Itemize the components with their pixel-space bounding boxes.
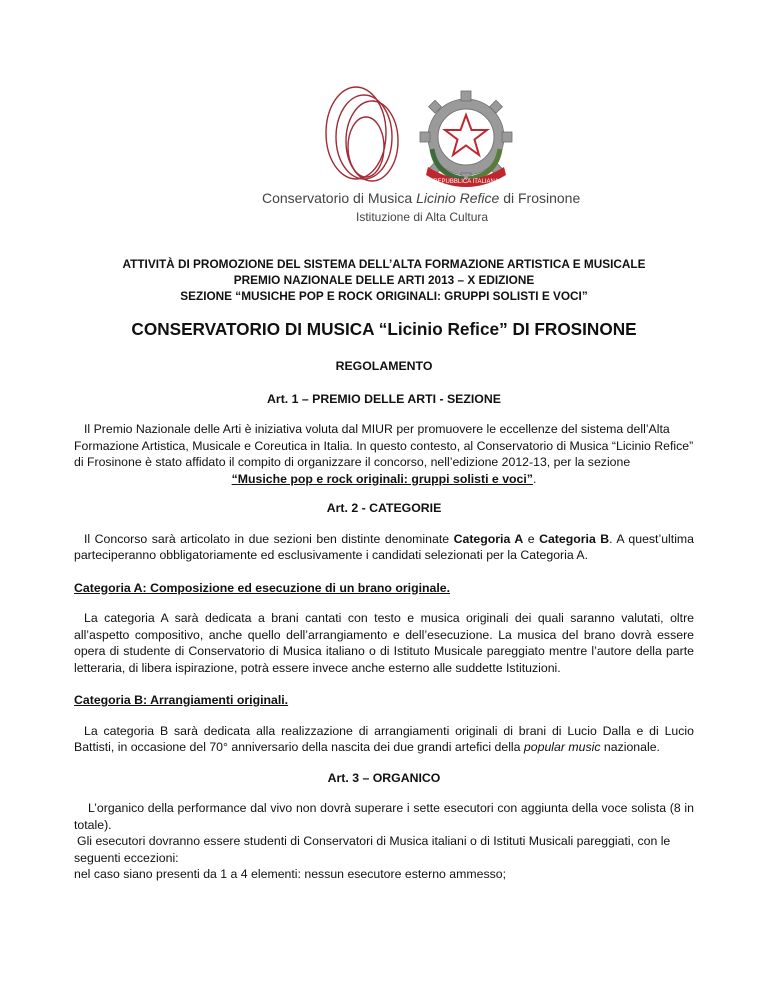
- art2-text-a: Il Concorso sarà articolato in due sezioni ben distinte denominate: [84, 531, 454, 546]
- intro-line-1: ATTIVITÀ DI PROMOZIONE DEL SISTEMA DELL’ALTA FORMAZIONE ARTISTICA E MUSICALE: [122, 257, 646, 271]
- art2-cat-a: Categoria A: [453, 531, 524, 546]
- intro-line-2: PREMIO NAZIONALE DELLE ARTI 2013 – X EDIZIONE: [233, 273, 535, 287]
- art2-cat-b: Categoria B: [539, 531, 610, 546]
- art1-heading: Art. 1 – PREMIO DELLE ARTI - SEZIONE: [267, 391, 501, 406]
- svg-text:REPUBBLICA ITALIANA: REPUBBLICA ITALIANA: [433, 179, 499, 185]
- cat-a-heading: Categoria A: Composizione ed esecuzione di un brano originale.: [74, 580, 451, 595]
- cat-b-text-a: La categoria B sarà dedicata alla realizzazione di arrangiamenti originali di brani di Lucio Dalla e di Lucio Battisti, in occasione del 70° anniversario della nascita dei due grandi artefici della: [74, 723, 694, 754]
- art1-period: .: [532, 471, 537, 486]
- org-name-prefix: Conservatorio di Musica: [262, 190, 417, 206]
- org-name: [262, 190, 580, 206]
- main-title: CONSERVATORIO DI MUSICA “Licinio Refice” DI FROSINONE: [131, 319, 637, 339]
- intro-heading: [74, 256, 694, 304]
- intro-line-3: SEZIONE “MUSICHE POP E ROCK ORIGINALI: GRUPPI SOLISTI E VOCI”: [180, 289, 588, 303]
- art1-text: Il Premio Nazionale delle Arti è iniziativa voluta dal MIUR per promuovere le eccellenze del sistema dell’Alta Formazione Artistica, Musicale e Coreutica in Italia. In questo contesto, al Conservatorio di Musica “Licinio Refice” di Frosinone è stato affidato il compito di organizzare il concorso, nell’edizione 2012-13, per la sezione: [74, 422, 694, 469]
- art3-heading: Art. 3 – ORGANICO: [327, 770, 441, 785]
- document-body: [74, 256, 694, 883]
- art1-section: [74, 471, 694, 488]
- cat-b-heading: Categoria B: Arrangiamenti originali.: [74, 693, 289, 707]
- art2-text: [74, 531, 694, 564]
- repubblica-italiana-emblem-icon: [414, 87, 519, 192]
- art2-text-c: . A quest’ultima parteciperanno obbligatoriamente ed esclusivamente i candidati selezionati per la Categoria A.: [74, 531, 695, 562]
- regolamento-heading: REGOLAMENTO: [335, 359, 433, 373]
- art3-text-1: L’organico della performance dal vivo non dovrà superare i sette esecutori con aggiunta della voce solista (8 in totale).: [74, 801, 694, 832]
- art3-text-3: nel caso siano presenti da 1 a 4 elementi: nessun esecutore esterno ammesso;: [74, 867, 507, 881]
- art2-heading: Art. 2 - CATEGORIE: [326, 501, 442, 515]
- header-logos: [318, 85, 528, 195]
- art1-section-name: “Musiche pop e rock originali: gruppi solisti e voci”: [231, 471, 533, 486]
- cat-b-text-b: nazionale.: [600, 740, 660, 754]
- cat-b-text: [74, 723, 694, 756]
- org-subtitle: Istituzione di Alta Cultura: [356, 210, 489, 224]
- cat-b-italic: popular music: [523, 740, 601, 754]
- org-name-italic: Licinio Refice: [416, 190, 500, 206]
- art3-text-2: Gli esecutori dovranno essere studenti di Conservatori di Musica italiani o di Istituti Musicali pareggiati, con le seguenti eccezioni:: [74, 834, 671, 865]
- cat-a-text: La categoria A sarà dedicata a brani cantati con testo e musica originali dei quali saranno valutati, oltre all’aspetto compositivo, anche quello dell’arrangiamento e dell’esecuzione. La musica del brano dovrà essere opera di studente di Conservatorio di Musica italiano o di Istituto Musicale pareggiato mentre l’autore della parte letteraria, di libera ispirazione, potrà essere invece anche esterno alle suddette Istituzioni.: [74, 611, 694, 675]
- conservatorio-logo-icon: [318, 85, 418, 195]
- org-name-suffix: di Frosinone: [499, 190, 581, 206]
- art2-text-b: e: [523, 531, 540, 546]
